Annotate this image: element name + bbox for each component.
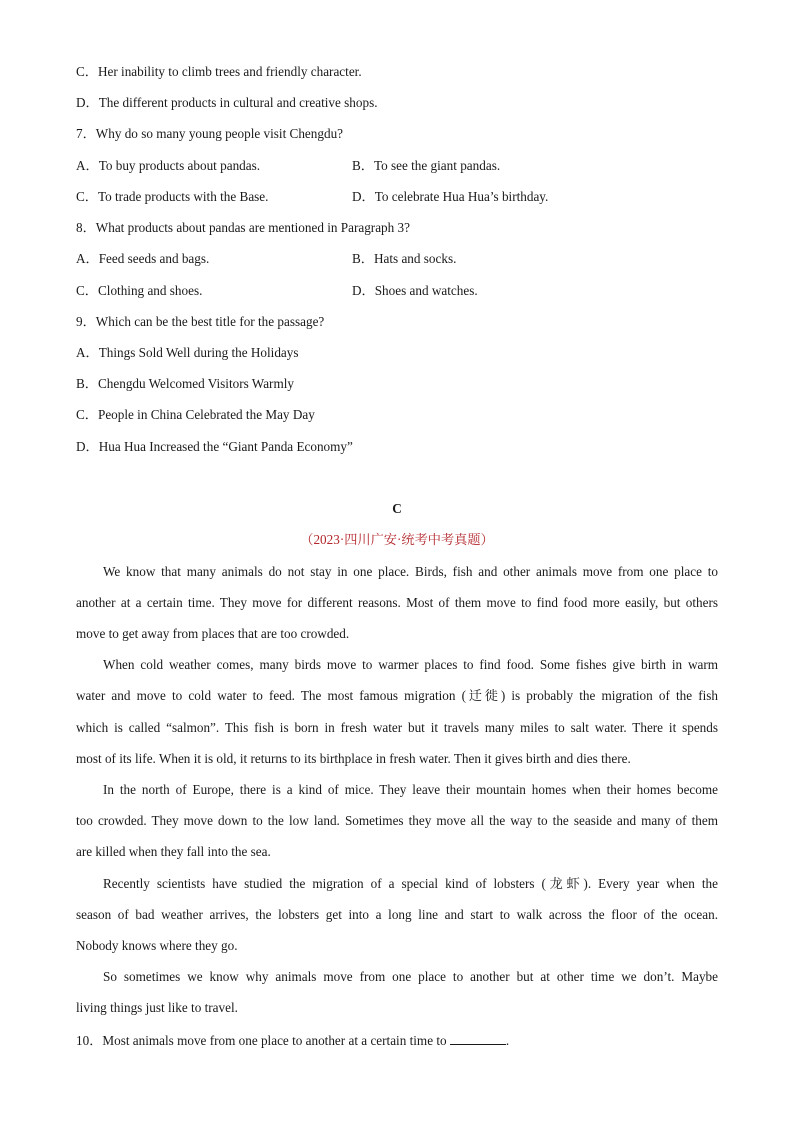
p4-line-3: Nobody knows where they go. bbox=[76, 938, 238, 953]
q9-option-d: D．Hua Hua Increased the “Giant Panda Economy” bbox=[76, 439, 353, 454]
q10-period: . bbox=[505, 1033, 510, 1048]
q7-option-c: C．To trade products with the Base. bbox=[76, 189, 269, 204]
p3-line-3: are killed when they fall into the sea. bbox=[76, 844, 271, 859]
q7-option-d: D．To celebrate Hua Hua’s birthday. bbox=[352, 189, 549, 204]
q8-option-a: A．Feed seeds and bags. bbox=[76, 251, 210, 266]
p4-line-1: Recently scientists have studied the migration of a special kind of lobsters (龙虾). Every year when the bbox=[103, 876, 718, 891]
q10-stem bbox=[76, 1032, 509, 1049]
q9-option-c: C．People in China Celebrated the May Day bbox=[76, 407, 315, 422]
p3-line-1: In the north of Europe, there is a kind of mice. They leave their mountain homes when their homes become bbox=[103, 782, 718, 797]
q7-option-b: B．To see the giant pandas. bbox=[352, 158, 501, 173]
p2-line-4: most of its life. When it is old, it returns to its birthplace in fresh water. Then it gives birth and dies there. bbox=[76, 751, 631, 766]
q10-text: 10．Most animals move from one place to another at a certain time to bbox=[76, 1033, 450, 1048]
q9-option-a: A．Things Sold Well during the Holidays bbox=[76, 345, 299, 360]
q7-option-a: A．To buy products about pandas. bbox=[76, 158, 261, 173]
q6-option-d: D．The different products in cultural and creative shops. bbox=[76, 95, 378, 110]
section-label: C bbox=[392, 501, 402, 516]
p3-line-2: too crowded. They move down to the low land. Sometimes they move all the way to the seaside and many of them bbox=[76, 813, 718, 828]
p1-line-2: another at a certain time. They move for different reasons. Most of them move to find food more easily, but others bbox=[76, 595, 718, 610]
section-source: （2023·四川广安·统考中考真题） bbox=[300, 532, 494, 547]
q7-stem: 7．Why do so many young people visit Chengdu? bbox=[76, 126, 344, 141]
p5-line-2: living things just like to travel. bbox=[76, 1000, 238, 1015]
p2-line-3: which is called “salmon”. This fish is born in fresh water but it travels many miles to salt water. There it spends bbox=[76, 720, 718, 735]
answer-blank[interactable] bbox=[450, 1032, 506, 1045]
q6-option-c: C．Her inability to climb trees and friendly character. bbox=[76, 64, 362, 79]
q8-stem: 8．What products about pandas are mentioned in Paragraph 3? bbox=[76, 220, 410, 235]
q8-option-b: B．Hats and socks. bbox=[352, 251, 457, 266]
q8-option-c: C．Clothing and shoes. bbox=[76, 283, 203, 298]
q9-stem: 9．Which can be the best title for the passage? bbox=[76, 314, 325, 329]
p4-line-2: season of bad weather arrives, the lobsters get into a long line and start to walk across the floor of the ocean. bbox=[76, 907, 718, 922]
p1-line-3: move to get away from places that are too crowded. bbox=[76, 626, 350, 641]
p1-line-1: We know that many animals do not stay in one place. Birds, fish and other animals move from one place to bbox=[103, 564, 718, 579]
q9-option-b: B．Chengdu Welcomed Visitors Warmly bbox=[76, 376, 294, 391]
p2-line-1: When cold weather comes, many birds move to warmer places to find food. Some fishes give birth in warm bbox=[103, 657, 718, 672]
p2-line-2: water and move to cold water to feed. The most famous migration (迁徙) is probably the migration of the fish bbox=[76, 688, 718, 703]
p5-line-1: So sometimes we know why animals move from one place to another but at other time we don’t. Maybe bbox=[103, 969, 718, 984]
q8-option-d: D．Shoes and watches. bbox=[352, 283, 478, 298]
